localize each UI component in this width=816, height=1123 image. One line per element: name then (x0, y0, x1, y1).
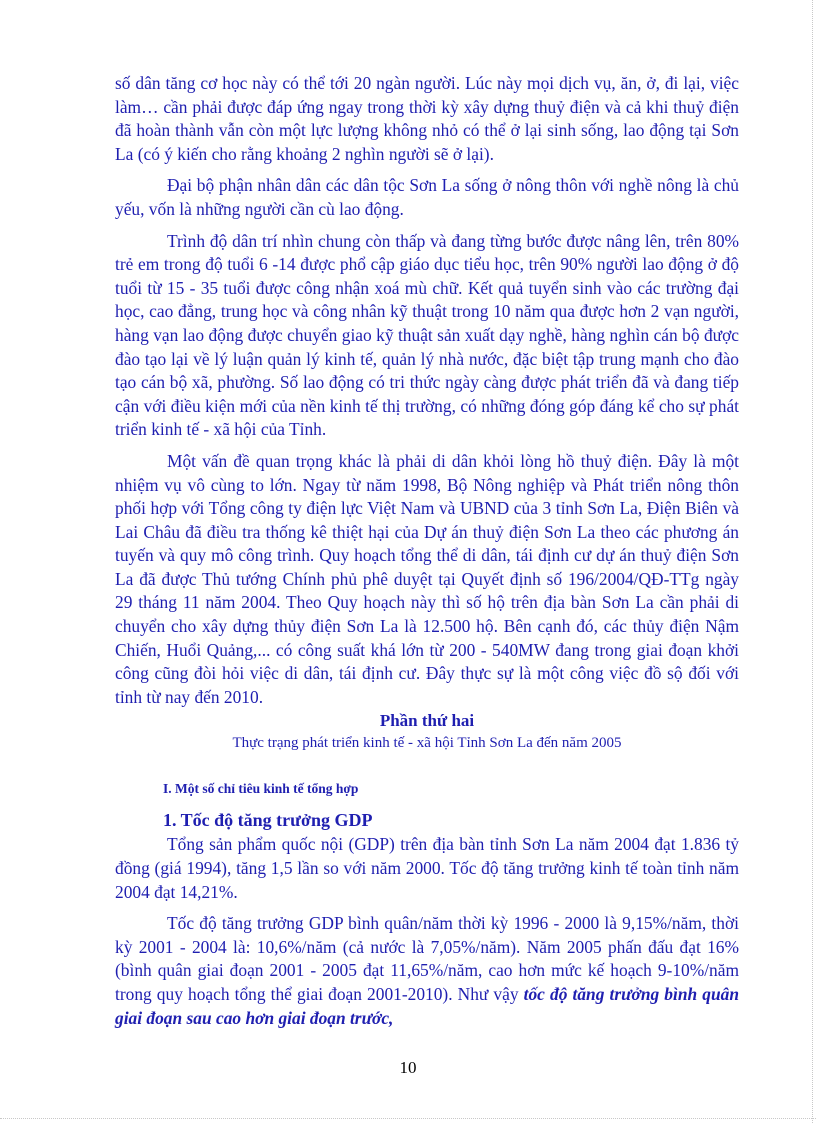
paragraph-population-increase: số dân tăng cơ học này có thể tới 20 ngàn người. Lúc này mọi dịch vụ, ăn, ở, đi lại, việc làm… cần phải được đáp ứng ngay trong thời kỳ xây dựng thuỷ điện và cả khi thuỷ điện đã hoàn thành vẫn còn một lực lượng không nhỏ có thể ở lại sinh sống, lao động tại Sơn La (có ý kiến cho rằng khoảng 2 nghìn người sẽ ở lại). (115, 73, 739, 164)
part-subtitle: Thực trạng phát triển kinh tế - xã hội Tỉnh Sơn La đến năm 2005 (232, 735, 622, 752)
paragraph-education-level: Trình độ dân trí nhìn chung còn thấp và đang từng bước được nâng lên, trên 80% trẻ em trong độ tuổi 6 -14 được phổ cập giáo dục tiểu học, trên 90% người lao động ở độ tuổi từ 15 - 35 tuổi được công nhận xoá mù chữ. Kết quả tuyển sinh vào các trường đại học, cao đẳng, trung học và công nhân kỹ thuật trong 10 năm qua được hơn 2 vạn người, hàng vạn lao động được chuyển giao kỹ thuật sản xuất dạy nghề, hàng nghìn cán bộ được đào tạo lại về lý luận quản lý kinh tế, quản lý nhà nước, đặc biệt tập trung mạnh cho đào tạo cán bộ xã, phường. Số lao động có tri thức ngày càng được phát triển đã và đang tiếp cận với điều kiện mới của nền kinh tế thị trường, có những đóng góp đáng kể cho sự phát triển kinh tế - xã hội của Tỉnh. (115, 230, 739, 440)
paragraph-rural-population: Đại bộ phận nhân dân các dân tộc Sơn La sống ở nông thôn với nghề nông là chủ yếu, vốn là những người cần cù lao động. (115, 175, 739, 219)
paragraph-gdp-growth (115, 912, 739, 1030)
document-page (115, 72, 739, 1030)
gdp-growth-text: Tốc độ tăng trưởng GDP bình quân/năm thời kỳ 1996 - 2000 là 9,15%/năm, thời kỳ 2001 - 2004 là: 10,6%/năm (cả nước là 7,05%/năm). Năm 2005 phấn đấu đạt 16% (bình quân giai đoạn 2001 - 2005 đạt 11,65%/năm, cao hơn mức kế hoạch 9-10%/năm trong quy hoạch tổng thể giai đoạn 2001-2010). Như vậy (115, 913, 739, 1004)
page-number: 10 (399, 1058, 417, 1077)
part-title: Phần thứ hai (379, 711, 475, 731)
bottom-dotted-rule (0, 1118, 816, 1119)
right-dotted-rule (812, 0, 813, 1123)
section-heading: I. Một số chỉ tiêu kinh tế tổng hợp (163, 781, 359, 797)
paragraph-gdp-2004: Tổng sản phẩm quốc nội (GDP) trên địa bàn tỉnh Sơn La năm 2004 đạt 1.836 tỷ đồng (giá 1994), tăng 1,5 lần so với năm 2000. Tốc độ tăng trưởng kinh tế toàn tỉnh năm 2004 đạt 14,21%. (115, 834, 739, 902)
paragraph-resettlement: Một vấn đề quan trọng khác là phải di dân khỏi lòng hồ thuỷ điện. Đây là một nhiệm vụ vô cùng to lớn. Ngay từ năm 1998, Bộ Nông nghiệp và Phát triển nông thôn phối hợp với Tổng công ty điện lực Việt Nam và UBND của 3 tỉnh Sơn La, Điện Biên và Lai Châu đã điều tra thống kê thiệt hại của Dự án thuỷ điện Sơn La theo các phương án tuyến và quy mô công trình. Quy hoạch tổng thể di dân, tái định cư dự án thuỷ điện Sơn La đã được Thủ tướng Chính phủ phê duyệt tại Quyết định số 196/2004/QĐ-TTg ngày 29 tháng 11 năm 2004. Theo Quy hoạch này thì số hộ trên địa bàn Sơn La cần phải di chuyển cho xây dựng thủy điện Sơn La là 12.500 hộ. Bên cạnh đó, các thủy điện Nậm Chiến, Huổi Quảng,... có công suất khá lớn từ 200 - 540MW đang trong giai đoạn khởi công cũng đòi hỏi việc di dân, tái định cư. Đây thực sự là một công việc đồ sộ đối với tỉnh từ nay đến 2010. (115, 450, 739, 707)
gdp-growth-emphasis: tốc độ tăng trưởng bình quân giai đoạn sau cao hơn giai đoạn trước, (115, 984, 740, 1028)
subsection-heading: 1. Tốc độ tăng trưởng GDP (163, 810, 373, 831)
